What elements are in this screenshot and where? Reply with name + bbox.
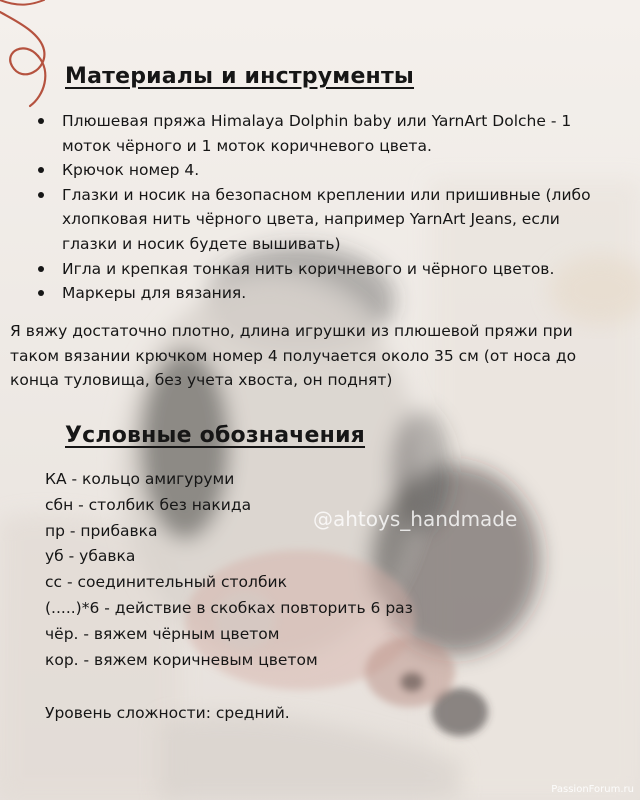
gauge-note: Я вяжу достаточно плотно, длина игрушки из плюшевой пряжи при таком вязании крючком номер 4 получается около 35 см (от носа до конца туловища, без учета хвоста, он поднят) (10, 322, 577, 390)
list-item: Глазки и носик на безопасном креплении или пришивные (либо хлопковая нить чёрного цвета, например YarnArt Jeans, если глазки и носик будете вышивать) (38, 183, 608, 257)
materials-heading: Материалы и инструменты (65, 64, 415, 89)
author-watermark: @ahtoys_handmade (313, 507, 518, 531)
list-item: сбн - столбик без накида (45, 495, 252, 514)
list-item: Крючок номер 4. (38, 158, 608, 183)
list-item: кор. - вяжем коричневым цветом (45, 650, 318, 669)
abbreviations-list (45, 467, 413, 673)
legend-heading: Условные обозначения (65, 423, 366, 448)
materials-list (38, 109, 608, 306)
list-item: (.....)*6 - действие в скобках повторить 6 раз (45, 598, 413, 617)
list-item: КА - кольцо амигуруми (45, 470, 235, 488)
list-item: уб - убавка (45, 547, 136, 566)
list-item: сс - соединительный столбик (45, 573, 287, 592)
list-item: чёр. - вяжем чёрным цветом (45, 624, 280, 643)
difficulty-level: Уровень сложности: средний. (45, 704, 290, 722)
list-item: Игла и крепкая тонкая нить коричневого и чёрного цветов. (38, 257, 608, 282)
list-item: пр - прибавка (45, 521, 158, 540)
site-watermark: PassionForum.ru (551, 784, 634, 795)
list-item: Маркеры для вязания. (38, 281, 608, 306)
list-item: Плюшевая пряжа Himalaya Dolphin baby или YarnArt Dolche - 1 моток чёрного и 1 моток коричневого цвета. (38, 109, 608, 158)
